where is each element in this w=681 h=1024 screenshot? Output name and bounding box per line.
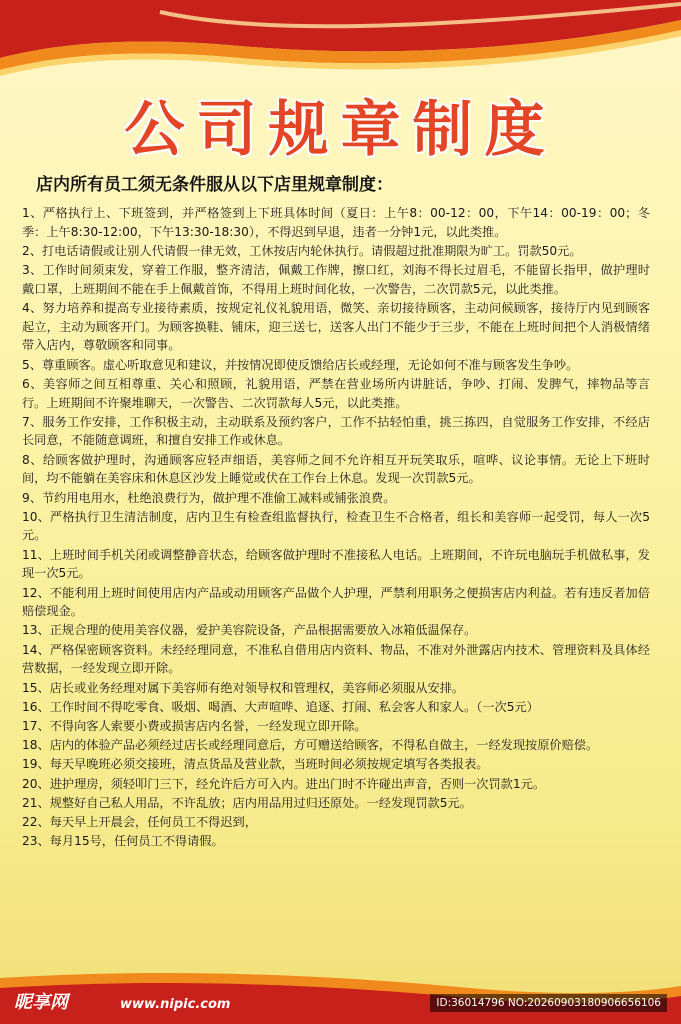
- rule-item: 16、工作时间不得吃零食、吸烟、喝酒、大声喧哗、追逐、打闹、私会客人和家人。（一次5元）: [22, 699, 539, 714]
- rule-item: 5、尊重顾客。虚心听取意见和建议，并按情况即使反馈给店长或经理，无论如何不准与顾客发生争吵。: [22, 357, 579, 372]
- rule-item: 17、不得向客人索要小费或损害店内名誉，一经发现立即开除。: [22, 718, 367, 733]
- rule-item: 4、努力培养和提高专业接待素质，按规定礼仪礼貌用语，微笑、亲切接待顾客，主动问候顾客，接待厅内见到顾客起立，主动为顾客开门。为顾客换鞋、铺床，迎三送七，送客人出门不能少于三步，不能在上班时间把个人消极情绪带入店内，尊敬顾客和同事。: [22, 301, 650, 353]
- rule-item: 7、服务工作安排，工作积极主动，主动联系及预约客户，工作不拈轻怕重，挑三拣四，自觉服务工作安排，不经店长同意，不能随意调班，和擅自安排工作或休息。: [22, 414, 650, 448]
- rule-item: 12、不能利用上班时间使用店内产品或动用顾客产品做个人护理，严禁利用职务之便损害店内利益。若有违反者加倍赔偿现金。: [22, 585, 650, 619]
- rule-item: 6、美容师之间互相尊重、关心和照顾，礼貌用语，严禁在营业场所内讲脏话，争吵、打闹、发脾气，摔物品等言行。上班期间不许聚堆聊天，一次警告、二次罚款每人5元，以此类推。: [22, 376, 650, 410]
- watermark-logo: 昵享网: [14, 992, 68, 1013]
- rule-item: 15、店长或业务经理对属下美容师有绝对领导权和管理权，美容师必须服从安排。: [22, 680, 465, 695]
- rule-item: 9、节约用电用水，杜绝浪费行为，做护理不准偷工减料或铺张浪费。: [22, 490, 396, 505]
- rule-item: 22、每天早上开晨会，任何员工不得迟到，: [22, 815, 257, 829]
- watermark-id: ID:36014796 NO:20260903180906656106: [430, 994, 667, 1012]
- page-title: 公司规章制度: [124, 95, 557, 165]
- rule-item: 8、给顾客做护理时，沟通顾客应轻声细语，美容师之间不允许相互开玩笑取乐，喧哗、议论事情。无论上下班时间，均不能躺在美容床和休息区沙发上睡觉或伏在工作台上休息。发现一次罚款5元。: [22, 452, 650, 486]
- rule-item: 3、工作时间须束发，穿着工作服，整齐清洁，佩戴工作牌，擦口红，刘海不得长过眉毛，不能留长指甲，做护理时戴口罩，上班期间不能在手上佩戴首饰，不得用上班时间化妆，一次警告，二次罚款5元，以此类推。: [22, 263, 650, 296]
- rule-item: 13、正规合理的使用美容仪器，爱护美容院设备，产品根据需要放入冰箱低温保存。: [22, 623, 477, 638]
- rule-item: 2、打电话请假或让别人代请假一律无效，工休按店内轮休执行。请假超过批准期限为旷工。罚款50元。: [22, 243, 582, 258]
- rule-item: 10、严格执行卫生清洁制度，店内卫生有检查组监督执行，检查卫生不合格者，组长和美容师一起受罚，每人一次5元。: [22, 509, 650, 543]
- top-decorative-band: [0, 0, 681, 90]
- rule-item: 21、规整好自己私人用品，不许乱放；店内用品用过归还原处。一经发现罚款5元。: [22, 795, 472, 810]
- rule-item: 14、严格保密顾客资料。未经经理同意，不准私自借用店内资料、物品，不准对外泄露店内技术、管理资料及具体经营数据，一经发现立即开除。: [22, 642, 650, 676]
- rule-item: 11、上班时间手机关闭或调整静音状态，给顾客做护理时不准接私人电话。上班期间，不许玩电脑玩手机做私事，发现一次5元。: [22, 547, 650, 581]
- rule-item: 1、严格执行上、下班签到，并严格签到上下班具体时间（夏日：上午8：00-12：00，下午14：00-19：00；冬季：上午8:30-12:00，下午13:30-18:30），不得迟到早退，违者一分钟1元，以此类推。: [22, 206, 650, 239]
- rule-item: 20、进护理房，须轻叩门三下，经允许后方可入内。进出门时不许碰出声音，否则一次罚款1元。: [22, 776, 545, 791]
- rule-item: 18、店内的体验产品必须经过店长或经理同意后，方可赠送给顾客，不得私自做主，一经发现按原价赔偿。: [22, 738, 599, 753]
- rule-item: 23、每月15号，任何员工不得请假。: [22, 834, 224, 849]
- rules-list: [22, 204, 650, 851]
- subtitle: 店内所有员工须无条件服从以下店里规章制度：: [36, 175, 393, 195]
- rule-item: 19、每天早晚班必须交接班，清点货品及营业款，当班时间必须按规定填写各类报表。: [22, 757, 489, 772]
- watermark-url: www.nipic.com: [120, 997, 231, 1012]
